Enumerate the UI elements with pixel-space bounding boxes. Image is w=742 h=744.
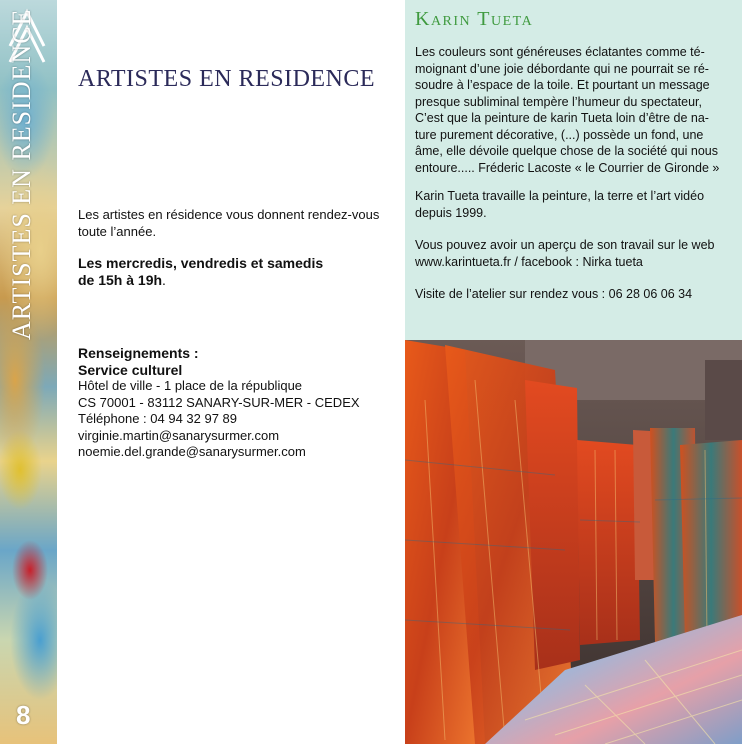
page-title: ARTISTES EN RESIDENCE xyxy=(78,66,376,92)
artist-practice: Karin Tueta travaille la peinture, la terre et l’art vidéo depuis 1999. xyxy=(415,189,705,220)
contact-title: Renseignements : xyxy=(78,345,199,361)
bio-line: C’est que la peinture de karin Tueta loin d’être de na- xyxy=(415,111,709,125)
artist-web: Vous pouvez avoir un aperçu de son travail sur le web www.karintueta.fr / facebook : Nirka tueta xyxy=(415,238,715,269)
bio-line: soudre à l’espace de la toile. Et pourtant un message xyxy=(415,78,710,92)
contact-service: Service culturel xyxy=(78,361,183,378)
contact-email-2: noemie.del.grande@sanarysurmer.com xyxy=(78,444,306,459)
bio-line: presque subliminal tempère l’humeur du spectateur, xyxy=(415,94,702,109)
bio-line: entoure..... Fréderic Lacoste « le Courrier de Gironde » xyxy=(415,160,720,175)
bio-line: ture purement décorative, (...) possède un fond, une xyxy=(415,127,704,142)
artist-visit: Visite de l’atelier sur rendez vous : 06 28 06 06 34 xyxy=(415,287,693,301)
bio-line: Les couleurs sont généreuses éclatantes comme té- xyxy=(415,45,705,59)
contact-email-1: virginie.martin@sanarysurmer.com xyxy=(78,427,280,443)
hours-end: . xyxy=(162,272,166,288)
artist-name: Karin Tueta xyxy=(415,8,534,30)
sidebar-title: ARTISTES EN RESIDENCE xyxy=(7,8,36,340)
contact-address-2: CS 70001 - 83112 SANARY-SUR-MER - CEDEX xyxy=(78,394,360,410)
contact-phone: Téléphone : 04 94 32 97 89 xyxy=(78,411,238,426)
bio-line: âme, elle dévoile quelque chose de la société qui nous xyxy=(415,144,718,158)
hours-line-2 xyxy=(78,272,400,289)
opening-hours xyxy=(78,255,400,289)
artist-panel xyxy=(405,0,742,340)
page-number: 8 xyxy=(16,700,31,730)
contact-block xyxy=(78,345,400,461)
hours-time: de 15h à 19h xyxy=(78,272,163,288)
artist-bio xyxy=(415,44,733,176)
studio-photo-illustration xyxy=(405,340,742,744)
intro-text: Les artistes en résidence vous donnent rendez-vous toute l’année. xyxy=(78,207,380,239)
studio-photo xyxy=(405,340,742,744)
hours-line-1: Les mercredis, vendredis et samedis xyxy=(78,255,324,271)
bio-line: moignant d’une joie débordante qui ne pourrait se ré- xyxy=(415,61,709,76)
decorative-painting-strip xyxy=(0,0,57,744)
contact-address-1: Hôtel de ville - 1 place de la république xyxy=(78,378,303,393)
